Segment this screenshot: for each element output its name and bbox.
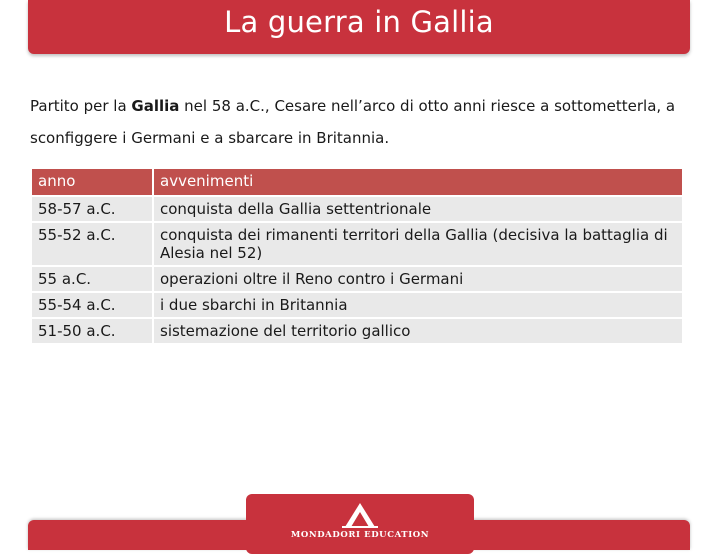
intro-paragraph [30,90,700,154]
publisher-logo [246,494,474,554]
cell-anno: 55-54 a.C. [31,292,153,318]
table-row [31,318,683,344]
events-table [30,167,684,345]
cell-evento: operazioni oltre il Reno contro i Germani [153,266,683,292]
intro-text-after: nel 58 a.C., Cesare nell’arco di otto anni riesce a sottometterla, a sconfiggere i Germani e a sbarcare in Britannia. [30,97,676,147]
publisher-name: MONDADORI EDUCATION [290,530,430,540]
table-row [31,266,683,292]
title-bar [28,0,690,54]
header-anno: anno [31,168,153,196]
table-row [31,222,683,266]
table-row [31,292,683,318]
cell-evento: sistemazione del territorio gallico [153,318,683,344]
cell-evento: conquista dei rimanenti territori della Gallia (decisiva la battaglia di Alesia nel 52) [153,222,683,266]
cell-evento: conquista della Gallia settentrionale [153,196,683,222]
cell-anno: 55-52 a.C. [31,222,153,266]
cell-anno: 55 a.C. [31,266,153,292]
intro-highlight: Gallia [131,97,180,115]
table-header-row [31,168,683,196]
slide-title: La guerra in Gallia [224,5,494,39]
cell-evento: i due sbarchi in Britannia [153,292,683,318]
mondadori-logo-icon [340,502,380,528]
table-row [31,196,683,222]
cell-anno: 51-50 a.C. [31,318,153,344]
cell-anno: 58-57 a.C. [31,196,153,222]
intro-text-before: Partito per la [30,97,132,115]
header-avvenimenti: avvenimenti [153,168,683,196]
